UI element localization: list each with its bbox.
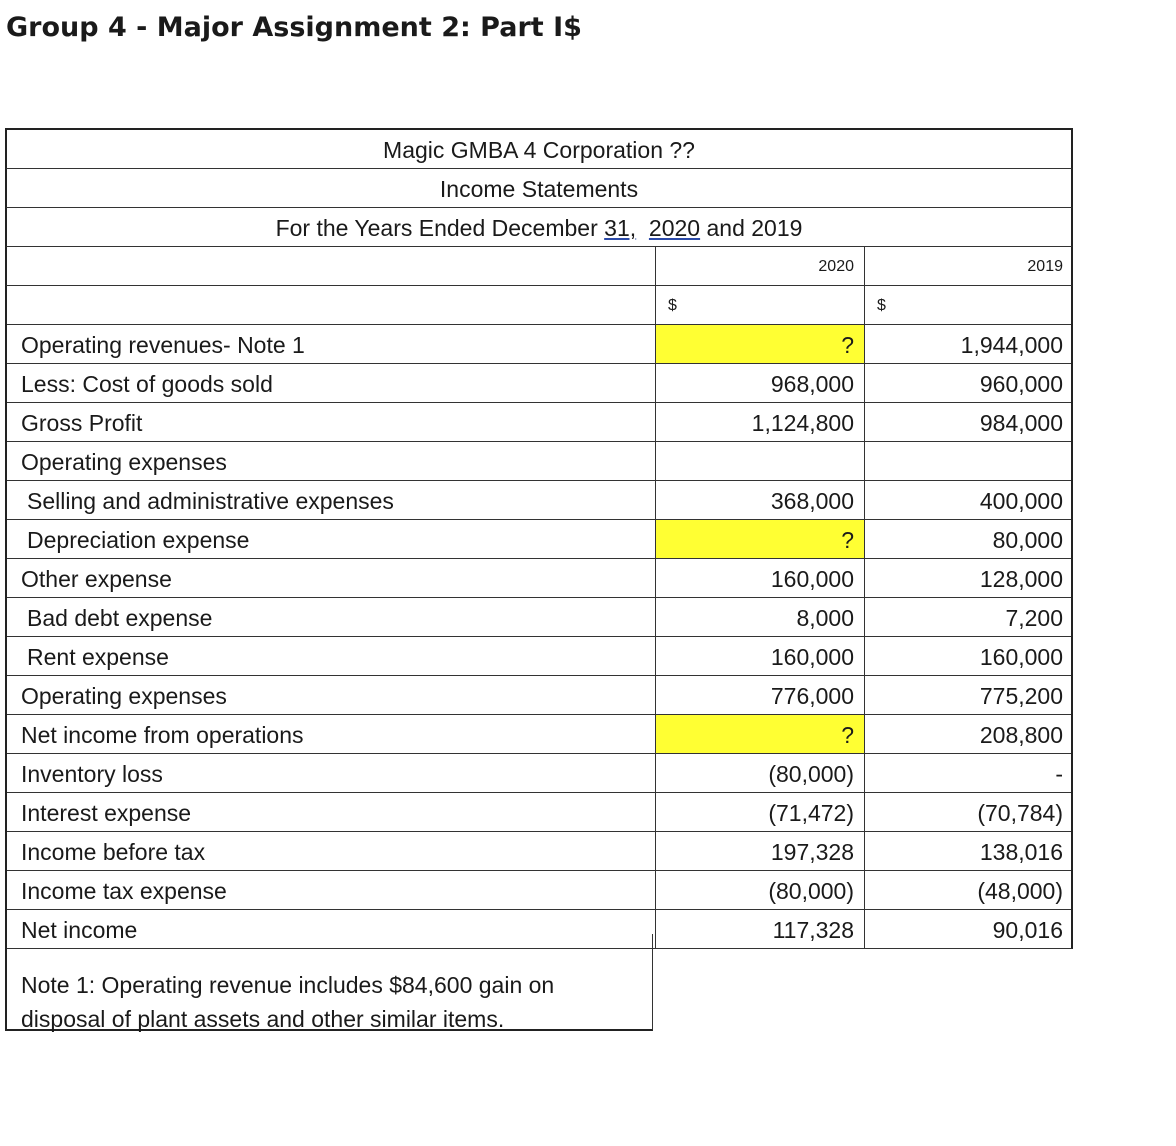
value-2020: (80,000) bbox=[655, 754, 864, 792]
row-label: Gross Profit bbox=[21, 410, 143, 436]
table-row bbox=[7, 753, 1071, 792]
value-2020: 160,000 bbox=[655, 559, 864, 597]
period-day: 31, bbox=[604, 215, 637, 241]
row-label: Other expense bbox=[21, 566, 172, 592]
value-2020: 197,328 bbox=[655, 832, 864, 870]
value-2020 bbox=[655, 442, 864, 480]
table-row bbox=[7, 714, 1071, 753]
value-2019: 1,944,000 bbox=[864, 325, 1073, 363]
table-row bbox=[7, 363, 1071, 402]
row-label: Less: Cost of goods sold bbox=[21, 371, 273, 397]
value-2019: 7,200 bbox=[864, 598, 1073, 636]
row-label: Operating revenues- Note 1 bbox=[21, 332, 305, 358]
value-2019: 80,000 bbox=[864, 520, 1073, 558]
period-suffix: and 2019 bbox=[700, 215, 803, 241]
table-row bbox=[7, 558, 1071, 597]
footnote-line-2: disposal of plant assets and other similar items. bbox=[21, 1006, 505, 1032]
table-row bbox=[7, 324, 1071, 363]
value-2019: 960,000 bbox=[864, 364, 1073, 402]
footnote bbox=[5, 934, 653, 1031]
row-label: Bad debt expense bbox=[27, 605, 213, 631]
table-row bbox=[7, 636, 1071, 675]
period-year: 2020 bbox=[648, 215, 701, 241]
column-header-row bbox=[5, 246, 1073, 285]
row-label: Net income bbox=[21, 917, 138, 943]
value-2020: 117,328 bbox=[655, 910, 864, 948]
value-2020: 776,000 bbox=[655, 676, 864, 714]
row-label: Interest expense bbox=[21, 800, 192, 826]
table-row bbox=[7, 675, 1071, 714]
row-label: Income tax expense bbox=[21, 878, 227, 904]
value-2019: 984,000 bbox=[864, 403, 1073, 441]
table-row bbox=[7, 792, 1071, 831]
statement-period bbox=[5, 207, 1073, 246]
value-2020: (80,000) bbox=[655, 871, 864, 909]
value-2019: - bbox=[864, 754, 1073, 792]
value-2019 bbox=[864, 442, 1073, 480]
period-prefix: For the Years Ended December bbox=[275, 215, 605, 241]
row-label: Inventory loss bbox=[21, 761, 163, 787]
value-2019: (48,000) bbox=[864, 871, 1073, 909]
income-table bbox=[5, 324, 1073, 949]
row-label: Operating expenses bbox=[21, 683, 227, 709]
row-label: Selling and administrative expenses bbox=[27, 488, 394, 514]
value-2020: 968,000 bbox=[655, 364, 864, 402]
value-2019: 90,016 bbox=[864, 910, 1073, 948]
value-2019: 160,000 bbox=[864, 637, 1073, 675]
currency-row bbox=[5, 285, 1073, 324]
value-2019: 208,800 bbox=[864, 715, 1073, 753]
table-row bbox=[7, 519, 1071, 558]
table-row bbox=[7, 441, 1071, 480]
table-row bbox=[7, 870, 1071, 909]
table-row bbox=[7, 597, 1071, 636]
value-2020: 160,000 bbox=[655, 637, 864, 675]
value-2019: (70,784) bbox=[864, 793, 1073, 831]
page-title: Group 4 - Major Assignment 2: Part I$ bbox=[6, 12, 582, 43]
company-name: Magic GMBA 4 Corporation ?? bbox=[5, 128, 1073, 168]
row-label: Operating expenses bbox=[21, 449, 227, 475]
value-2020: 8,000 bbox=[655, 598, 864, 636]
value-2019: 775,200 bbox=[864, 676, 1073, 714]
value-2019: 128,000 bbox=[864, 559, 1073, 597]
value-2020: 368,000 bbox=[655, 481, 864, 519]
row-label: Rent expense bbox=[27, 644, 169, 670]
value-2020: ? bbox=[655, 520, 864, 558]
value-2019: 138,016 bbox=[864, 832, 1073, 870]
column-2020: 2020 bbox=[655, 247, 864, 285]
table-row bbox=[7, 831, 1071, 870]
income-statement-sheet bbox=[5, 128, 1073, 949]
statement-title: Income Statements bbox=[5, 168, 1073, 207]
currency-2019: $ bbox=[864, 286, 1073, 324]
row-label: Net income from operations bbox=[21, 722, 304, 748]
value-2020: 1,124,800 bbox=[655, 403, 864, 441]
value-2020: ? bbox=[655, 325, 864, 363]
value-2020: (71,472) bbox=[655, 793, 864, 831]
value-2019: 400,000 bbox=[864, 481, 1073, 519]
value-2020: ? bbox=[655, 715, 864, 753]
column-2019: 2019 bbox=[864, 247, 1073, 285]
row-label: Income before tax bbox=[21, 839, 206, 865]
footnote-line-1: Note 1: Operating revenue includes $84,600 gain on bbox=[21, 972, 555, 998]
row-label: Depreciation expense bbox=[27, 527, 250, 553]
table-row bbox=[7, 402, 1071, 441]
currency-2020: $ bbox=[655, 286, 864, 324]
table-row bbox=[7, 480, 1071, 519]
